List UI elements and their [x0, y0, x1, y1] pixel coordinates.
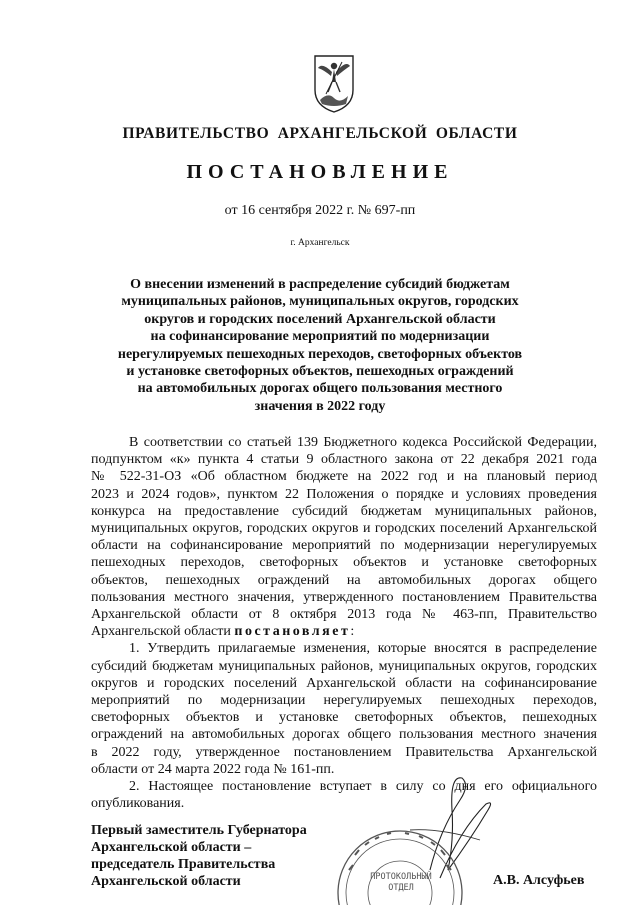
preamble-line: В соответствии со статьей 139 Бюджетного кодекса Российской Федерации,: [129, 435, 597, 450]
document-type: ПОСТАНОВЛЕНИЕ: [186, 161, 454, 183]
item2-line: 2. Настоящее постановление вступает в силу со дня его официального: [129, 779, 597, 795]
item1-line: светофорных объектов и установке светофорных объектов, пешеходных: [91, 710, 597, 726]
signatory-position: [91, 822, 307, 890]
subject-line: и установке светофорных объектов, пешеходных ограждений: [126, 364, 514, 380]
archangel-coat-of-arms-icon: [312, 52, 356, 114]
signatory-position-line: председатель Правительства: [91, 857, 276, 872]
subject-line: О внесении изменений в распределение субсидий бюджетам: [130, 277, 510, 292]
document-body: [91, 434, 597, 812]
item1-line: субсидий бюджетам муниципальных районов, муниципальных округов, городских: [91, 658, 597, 674]
subject-line: муниципальных районов, муниципальных округов, городских: [121, 294, 519, 310]
subject-line: на автомобильных дорогах общего пользования местного: [137, 381, 503, 397]
item1-line: 1. Утвердить прилагаемые изменения, которые вносятся в распределение: [129, 641, 597, 657]
preamble-line: подпунктом «к» пункта 4 статьи 9 областного закона от 22 декабря 2021 года: [91, 452, 597, 468]
preamble-line: конкурса на предоставление субсидий бюджетам муниципальных районов,: [91, 503, 597, 519]
preamble-line: пешеходных переходов, светофорных объектов и установке светофорных: [91, 555, 597, 571]
subject-line: на софинансирование мероприятий по модернизации: [150, 329, 490, 345]
government-title: ПРАВИТЕЛЬСТВО АРХАНГЕЛЬСКОЙ ОБЛАСТИ: [122, 125, 518, 142]
signatory-position-line: Архангельской области –: [91, 840, 252, 855]
item1-line: округов и городских поселений Архангельской области на софинансирование: [91, 675, 597, 691]
document-city: г. Архангельск: [290, 238, 350, 248]
document-date-number: от 16 сентября 2022 г. № 697-пп: [224, 203, 416, 218]
resolves-keyword: постановляет: [234, 624, 351, 640]
preamble-closing-suffix: :: [350, 624, 355, 640]
subject-line: нерегулируемых пешеходных переходов, светофорных объектов: [117, 346, 523, 362]
preamble-line: 2023 и 2024 годов», пунктом 22 Положения о порядке и условиях проведения: [91, 486, 597, 502]
preamble-line: № 522-31-ОЗ «Об областном бюджете на 2022 год и на плановый период: [91, 469, 597, 485]
subject-line: значения в 2022 году: [254, 398, 386, 414]
item1-line: в 2022 году, утвержденное постановлением Правительства Архангельской: [91, 744, 597, 760]
preamble-line: муниципальных округов, городских округов и городских поселений Архангельской: [91, 521, 597, 537]
signatory-position-line: Архангельской области: [91, 874, 241, 889]
stamp-text: ПРОТОКОЛЬНЫЙ ОТДЕЛ: [370, 872, 432, 893]
signatory-name: А.В. Алсуфьев: [493, 873, 585, 888]
preamble-closing-line: [91, 623, 597, 640]
preamble-line: Архангельской области от 8 октября 2013 года № 463-пп, Правительство: [91, 607, 597, 623]
item1-line: области от 24 марта 2022 года № 161-пп.: [91, 761, 335, 777]
item1-line: мероприятий по модернизации нерегулируемых пешеходных переходов,: [91, 693, 597, 709]
signatory-position-line: Первый заместитель Губернатора: [91, 823, 307, 838]
preamble-line: пользования местного значения, утвержденного постановлением Правительства: [91, 589, 597, 605]
item2-line: опубликования.: [91, 796, 185, 812]
preamble-closing-prefix: Архангельской области: [91, 624, 235, 640]
item1-line: ограждений на автомобильных дорогах общего пользования местного значения: [91, 727, 597, 743]
preamble-line: области на софинансирование мероприятий по модернизации нерегулируемых: [91, 538, 597, 554]
document-subject: [70, 276, 570, 415]
subject-line: округов и городских поселений Архангельской области: [144, 311, 496, 327]
preamble-line: объектов, пешеходных ограждений на автомобильных дорогах общего: [91, 572, 597, 588]
